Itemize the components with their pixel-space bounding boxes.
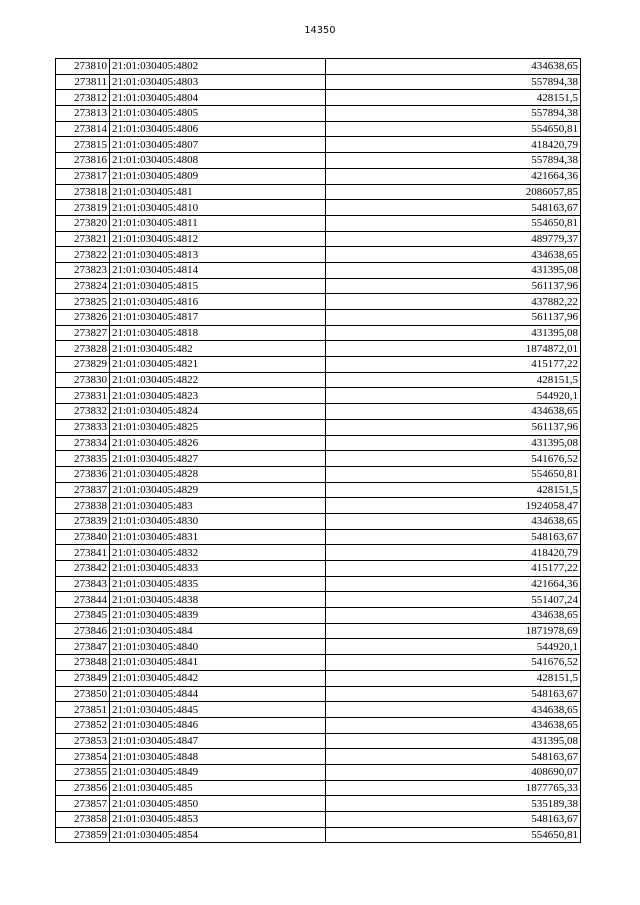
row-number-cell: 273839 — [56, 513, 110, 529]
row-number-cell: 273825 — [56, 294, 110, 310]
table-row — [56, 498, 581, 514]
row-number-cell: 273832 — [56, 404, 110, 420]
row-number-cell: 273844 — [56, 592, 110, 608]
cadastral-value-cell: 489779,37 — [326, 231, 581, 247]
cadastral-number-cell: 21:01:030405:4831 — [110, 529, 326, 545]
cadastral-value-cell: 431395,08 — [326, 435, 581, 451]
cadastral-value-cell: 418420,79 — [326, 137, 581, 153]
cadastral-number-cell: 21:01:030405:4826 — [110, 435, 326, 451]
table-row — [56, 262, 581, 278]
row-number-cell: 273854 — [56, 749, 110, 765]
row-number-cell: 273833 — [56, 419, 110, 435]
cadastral-value-cell: 541676,52 — [326, 451, 581, 467]
cadastral-value-cell: 548163,67 — [326, 749, 581, 765]
cadastral-number-cell: 21:01:030405:4822 — [110, 372, 326, 388]
table-row — [56, 341, 581, 357]
cadastral-value-cell: 544920,1 — [326, 388, 581, 404]
cadastral-number-cell: 21:01:030405:4850 — [110, 796, 326, 812]
cadastral-value-cell: 535189,38 — [326, 796, 581, 812]
row-number-cell: 273813 — [56, 106, 110, 122]
cadastral-value-cell: 434638,65 — [326, 247, 581, 263]
table-row — [56, 670, 581, 686]
cadastral-number-cell: 21:01:030405:4817 — [110, 310, 326, 326]
cadastral-value-cell: 541676,52 — [326, 655, 581, 671]
cadastral-number-cell: 21:01:030405:4842 — [110, 670, 326, 686]
row-number-cell: 273842 — [56, 561, 110, 577]
table-row — [56, 576, 581, 592]
cadastral-value-cell: 434638,65 — [326, 404, 581, 420]
cadastral-value-cell: 408690,07 — [326, 764, 581, 780]
row-number-cell: 273818 — [56, 184, 110, 200]
table-row — [56, 215, 581, 231]
table-row — [56, 827, 581, 843]
cadastral-number-cell: 21:01:030405:4818 — [110, 325, 326, 341]
cadastral-number-cell: 21:01:030405:485 — [110, 780, 326, 796]
cadastral-number-cell: 21:01:030405:4832 — [110, 545, 326, 561]
table-row — [56, 357, 581, 373]
cadastral-value-cell: 2086057,85 — [326, 184, 581, 200]
cadastral-number-cell: 21:01:030405:4830 — [110, 513, 326, 529]
cadastral-number-cell: 21:01:030405:4824 — [110, 404, 326, 420]
table-row — [56, 451, 581, 467]
cadastral-number-cell: 21:01:030405:4854 — [110, 827, 326, 843]
table-row — [56, 121, 581, 137]
table-row — [56, 419, 581, 435]
row-number-cell: 273820 — [56, 215, 110, 231]
row-number-cell: 273816 — [56, 153, 110, 169]
table-row — [56, 812, 581, 828]
row-number-cell: 273824 — [56, 278, 110, 294]
row-number-cell: 273827 — [56, 325, 110, 341]
row-number-cell: 273815 — [56, 137, 110, 153]
cadastral-value-cell: 437882,22 — [326, 294, 581, 310]
row-number-cell: 273828 — [56, 341, 110, 357]
cadastral-value-cell: 561137,96 — [326, 278, 581, 294]
cadastral-value-cell: 1924058,47 — [326, 498, 581, 514]
cadastral-number-cell: 21:01:030405:482 — [110, 341, 326, 357]
cadastral-value-cell: 548163,67 — [326, 200, 581, 216]
row-number-cell: 273857 — [56, 796, 110, 812]
row-number-cell: 273845 — [56, 608, 110, 624]
row-number-cell: 273831 — [56, 388, 110, 404]
table-row — [56, 231, 581, 247]
table-row — [56, 608, 581, 624]
cadastral-number-cell: 21:01:030405:4849 — [110, 764, 326, 780]
row-number-cell: 273819 — [56, 200, 110, 216]
table-row — [56, 592, 581, 608]
cadastral-number-cell: 21:01:030405:4841 — [110, 655, 326, 671]
cadastral-number-cell: 21:01:030405:4847 — [110, 733, 326, 749]
cadastral-number-cell: 21:01:030405:4844 — [110, 686, 326, 702]
row-number-cell: 273822 — [56, 247, 110, 263]
row-number-cell: 273838 — [56, 498, 110, 514]
cadastral-number-cell: 21:01:030405:4840 — [110, 639, 326, 655]
table-row — [56, 59, 581, 75]
row-number-cell: 273855 — [56, 764, 110, 780]
cadastral-value-cell: 1874872,01 — [326, 341, 581, 357]
cadastral-number-cell: 21:01:030405:4846 — [110, 717, 326, 733]
row-number-cell: 273858 — [56, 812, 110, 828]
table-row — [56, 780, 581, 796]
cadastral-number-cell: 21:01:030405:4829 — [110, 482, 326, 498]
cadastral-number-cell: 21:01:030405:4813 — [110, 247, 326, 263]
row-number-cell: 273849 — [56, 670, 110, 686]
row-number-cell: 273840 — [56, 529, 110, 545]
table-row — [56, 717, 581, 733]
table-row — [56, 310, 581, 326]
row-number-cell: 273837 — [56, 482, 110, 498]
cadastral-value-cell: 557894,38 — [326, 74, 581, 90]
table-row — [56, 372, 581, 388]
table-row — [56, 200, 581, 216]
cadastral-value-cell: 434638,65 — [326, 513, 581, 529]
table-row — [56, 733, 581, 749]
table-row — [56, 435, 581, 451]
row-number-cell: 273814 — [56, 121, 110, 137]
cadastral-value-cell: 1877765,33 — [326, 780, 581, 796]
row-number-cell: 273836 — [56, 466, 110, 482]
table-row — [56, 529, 581, 545]
cadastral-value-cell: 557894,38 — [326, 106, 581, 122]
cadastral-value-cell: 431395,08 — [326, 733, 581, 749]
cadastral-number-cell: 21:01:030405:4815 — [110, 278, 326, 294]
cadastral-number-cell: 21:01:030405:4848 — [110, 749, 326, 765]
cadastral-number-cell: 21:01:030405:4809 — [110, 168, 326, 184]
table-row — [56, 247, 581, 263]
row-number-cell: 273829 — [56, 357, 110, 373]
table-row — [56, 655, 581, 671]
cadastral-number-cell: 21:01:030405:4825 — [110, 419, 326, 435]
cadastral-value-cell: 421664,36 — [326, 168, 581, 184]
row-number-cell: 273851 — [56, 702, 110, 718]
row-number-cell: 273847 — [56, 639, 110, 655]
cadastral-number-cell: 21:01:030405:483 — [110, 498, 326, 514]
table-row — [56, 513, 581, 529]
cadastral-value-cell: 434638,65 — [326, 717, 581, 733]
page-number: 14350 — [304, 25, 336, 36]
table-row — [56, 184, 581, 200]
cadastral-number-cell: 21:01:030405:4810 — [110, 200, 326, 216]
row-number-cell: 273811 — [56, 74, 110, 90]
cadastral-number-cell: 21:01:030405:4805 — [110, 106, 326, 122]
cadastral-value-cell: 431395,08 — [326, 262, 581, 278]
table-row — [56, 278, 581, 294]
cadastral-value-cell: 415177,22 — [326, 561, 581, 577]
row-number-cell: 273810 — [56, 59, 110, 75]
cadastral-value-cell: 434638,65 — [326, 608, 581, 624]
row-number-cell: 273834 — [56, 435, 110, 451]
cadastral-value-cell: 554650,81 — [326, 466, 581, 482]
cadastral-value-cell: 548163,67 — [326, 686, 581, 702]
cadastral-value-cell: 415177,22 — [326, 357, 581, 373]
cadastral-value-cell: 431395,08 — [326, 325, 581, 341]
cadastral-number-cell: 21:01:030405:4802 — [110, 59, 326, 75]
table-row — [56, 623, 581, 639]
row-number-cell: 273848 — [56, 655, 110, 671]
cadastral-value-cell: 1871978,69 — [326, 623, 581, 639]
cadastral-value-cell: 557894,38 — [326, 153, 581, 169]
row-number-cell: 273821 — [56, 231, 110, 247]
cadastral-number-cell: 21:01:030405:4811 — [110, 215, 326, 231]
row-number-cell: 273852 — [56, 717, 110, 733]
table-row — [56, 106, 581, 122]
cadastral-number-cell: 21:01:030405:4845 — [110, 702, 326, 718]
row-number-cell: 273830 — [56, 372, 110, 388]
cadastral-value-cell: 551407,24 — [326, 592, 581, 608]
cadastral-number-cell: 21:01:030405:4853 — [110, 812, 326, 828]
cadastral-number-cell: 21:01:030405:4823 — [110, 388, 326, 404]
cadastral-value-cell: 418420,79 — [326, 545, 581, 561]
row-number-cell: 273812 — [56, 90, 110, 106]
table-row — [56, 90, 581, 106]
cadastral-value-cell: 428151,5 — [326, 90, 581, 106]
row-number-cell: 273823 — [56, 262, 110, 278]
table-row — [56, 686, 581, 702]
cadastral-value-cell: 434638,65 — [326, 702, 581, 718]
cadastral-value-cell: 548163,67 — [326, 812, 581, 828]
table-row — [56, 749, 581, 765]
cadastral-value-cell: 561137,96 — [326, 419, 581, 435]
table-row — [56, 796, 581, 812]
row-number-cell: 273817 — [56, 168, 110, 184]
cadastral-value-cell: 428151,5 — [326, 482, 581, 498]
row-number-cell: 273859 — [56, 827, 110, 843]
table-row — [56, 702, 581, 718]
row-number-cell: 273835 — [56, 451, 110, 467]
cadastral-number-cell: 21:01:030405:4808 — [110, 153, 326, 169]
row-number-cell: 273841 — [56, 545, 110, 561]
table-row — [56, 545, 581, 561]
cadastral-value-cell: 548163,67 — [326, 529, 581, 545]
table-row — [56, 561, 581, 577]
row-number-cell: 273856 — [56, 780, 110, 796]
row-number-cell: 273843 — [56, 576, 110, 592]
cadastral-value-cell: 421664,36 — [326, 576, 581, 592]
cadastral-value-table — [55, 58, 581, 843]
cadastral-number-cell: 21:01:030405:4833 — [110, 561, 326, 577]
cadastral-number-cell: 21:01:030405:4812 — [110, 231, 326, 247]
table-row — [56, 137, 581, 153]
table-row — [56, 466, 581, 482]
table-row — [56, 294, 581, 310]
cadastral-value-cell: 561137,96 — [326, 310, 581, 326]
cadastral-number-cell: 21:01:030405:4804 — [110, 90, 326, 106]
row-number-cell: 273850 — [56, 686, 110, 702]
cadastral-number-cell: 21:01:030405:4807 — [110, 137, 326, 153]
cadastral-number-cell: 21:01:030405:4838 — [110, 592, 326, 608]
table-row — [56, 74, 581, 90]
cadastral-number-cell: 21:01:030405:4816 — [110, 294, 326, 310]
table-row — [56, 325, 581, 341]
table-row — [56, 153, 581, 169]
table-row — [56, 388, 581, 404]
cadastral-number-cell: 21:01:030405:4835 — [110, 576, 326, 592]
cadastral-number-cell: 21:01:030405:484 — [110, 623, 326, 639]
cadastral-value-cell: 434638,65 — [326, 59, 581, 75]
cadastral-value-cell: 554650,81 — [326, 121, 581, 137]
table-row — [56, 639, 581, 655]
cadastral-value-cell: 428151,5 — [326, 372, 581, 388]
row-number-cell: 273846 — [56, 623, 110, 639]
cadastral-number-cell: 21:01:030405:4827 — [110, 451, 326, 467]
table-row — [56, 482, 581, 498]
cadastral-value-cell: 428151,5 — [326, 670, 581, 686]
cadastral-number-cell: 21:01:030405:481 — [110, 184, 326, 200]
cadastral-value-cell: 554650,81 — [326, 827, 581, 843]
row-number-cell: 273853 — [56, 733, 110, 749]
table-row — [56, 404, 581, 420]
row-number-cell: 273826 — [56, 310, 110, 326]
cadastral-number-cell: 21:01:030405:4821 — [110, 357, 326, 373]
cadastral-value-cell: 544920,1 — [326, 639, 581, 655]
cadastral-number-cell: 21:01:030405:4803 — [110, 74, 326, 90]
cadastral-number-cell: 21:01:030405:4839 — [110, 608, 326, 624]
table-body — [56, 59, 581, 843]
cadastral-number-cell: 21:01:030405:4828 — [110, 466, 326, 482]
table-row — [56, 764, 581, 780]
table-row — [56, 168, 581, 184]
cadastral-number-cell: 21:01:030405:4814 — [110, 262, 326, 278]
cadastral-value-cell: 554650,81 — [326, 215, 581, 231]
cadastral-number-cell: 21:01:030405:4806 — [110, 121, 326, 137]
